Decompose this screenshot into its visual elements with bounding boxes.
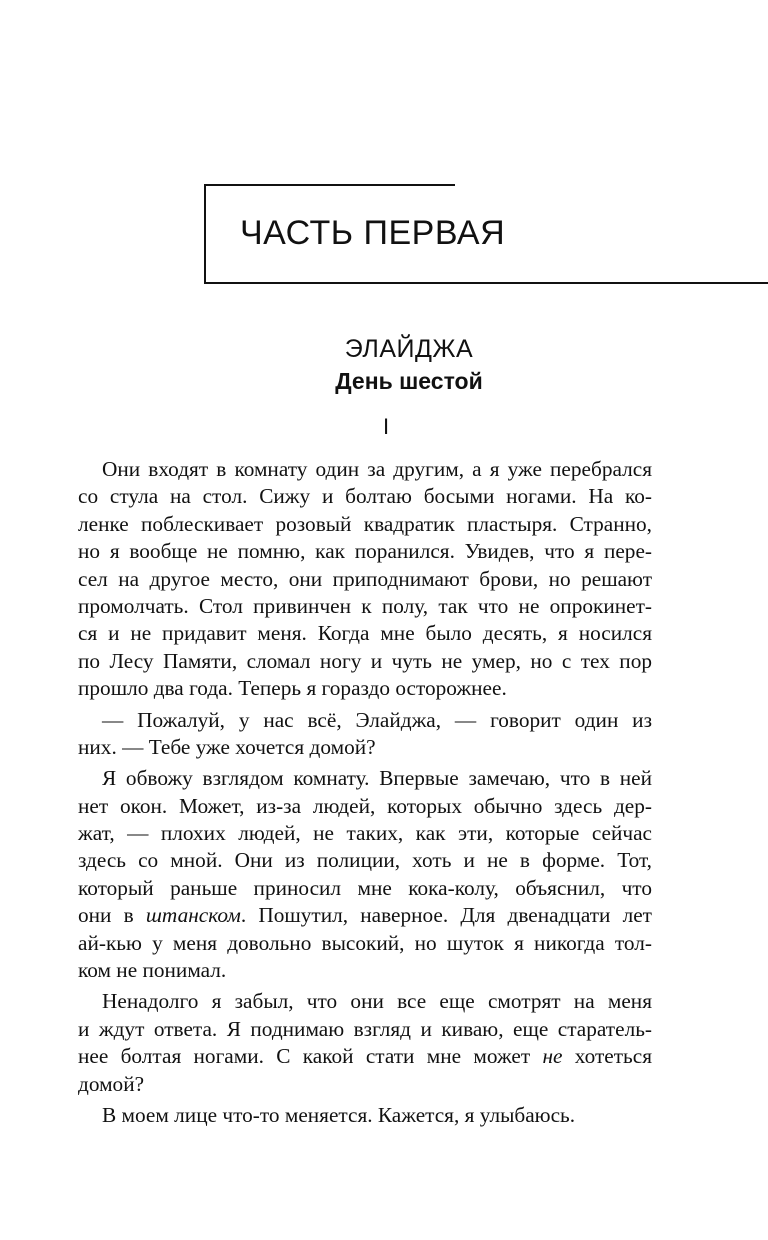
text-line: промолчать. Стол привинчен к полу, так что не опрокинет- bbox=[78, 593, 652, 618]
text-line: здесь со мной. Они из полиции, хоть и не в форме. Тот, bbox=[78, 848, 652, 873]
text-line: Я обвожу взглядом комнату. Впервые замечаю, что в ней bbox=[102, 766, 652, 791]
text-line: по Лесу Памяти, сломал ногу и чуть не умер, но с тех пор bbox=[78, 648, 652, 673]
text-run: нее болтая ногами. С какой стати мне может bbox=[78, 1044, 543, 1069]
body-text bbox=[78, 456, 652, 1129]
text-run: . Пошутил, наверное. Для двенадцати лет bbox=[240, 903, 652, 928]
text-line: прошло два года. Теперь я гораздо осторожнее. bbox=[78, 676, 507, 701]
chapter-name: ЭЛАЙДЖА bbox=[344, 335, 474, 363]
text-line bbox=[78, 902, 652, 929]
text-line: но я вообще не помню, как поранился. Увидев, что я пере- bbox=[78, 539, 652, 564]
text-line: В моем лице что-то меняется. Кажется, я улыбаюсь. bbox=[102, 1102, 576, 1127]
text-line: ленке поблескивает розовый квадратик пластыря. Странно, bbox=[78, 511, 652, 536]
paragraph bbox=[78, 707, 652, 762]
text-line: домой? bbox=[78, 1071, 145, 1096]
paragraph bbox=[78, 988, 652, 1098]
text-line bbox=[78, 1043, 652, 1070]
text-line: — Пожалуй, у нас всё, Элайджа, — говорит один из bbox=[102, 707, 652, 732]
text-line: ся и не придавит меня. Когда мне было десять, я носился bbox=[78, 621, 652, 646]
paragraph bbox=[78, 765, 652, 984]
part-title: ЧАСТЬ ПЕРВАЯ bbox=[240, 214, 506, 252]
text-run: хотеться bbox=[562, 1044, 652, 1069]
text-line: них. — Тебе уже хочется домой? bbox=[78, 734, 376, 759]
text-line: ком не понимал. bbox=[78, 958, 227, 983]
text-line: сел на другое место, они приподнимают брови, но решают bbox=[78, 566, 652, 591]
text-line: ай-кью у меня довольно высокий, но шуток я никогда тол- bbox=[78, 930, 652, 955]
italic-word: не bbox=[542, 1044, 563, 1069]
section-number: I bbox=[382, 414, 390, 439]
text-line: Они входят в комнату один за другим, а я уже перебрался bbox=[102, 457, 652, 481]
frame-gap bbox=[455, 182, 768, 188]
italic-word: штанском bbox=[145, 903, 241, 928]
text-line: Ненадолго я забыл, что они все еще смотрят на меня bbox=[102, 989, 652, 1014]
paragraph bbox=[78, 1102, 652, 1129]
text-line: со стула на стол. Сижу и болтаю босыми ногами. На ко- bbox=[78, 484, 652, 509]
chapter-subtitle: День шестой bbox=[335, 368, 483, 394]
text-line: нет окон. Может, из-за людей, которых обычно здесь дер- bbox=[78, 793, 652, 818]
text-run: они в bbox=[78, 903, 146, 928]
text-line: и ждут ответа. Я поднимаю взгляд и киваю, еще старатель- bbox=[78, 1016, 652, 1041]
text-line: жат, — плохих людей, не таких, как эти, которые сейчас bbox=[78, 821, 652, 846]
paragraph bbox=[78, 456, 652, 703]
text-line: который раньше приносил мне кока-колу, объяснил, что bbox=[78, 875, 652, 900]
